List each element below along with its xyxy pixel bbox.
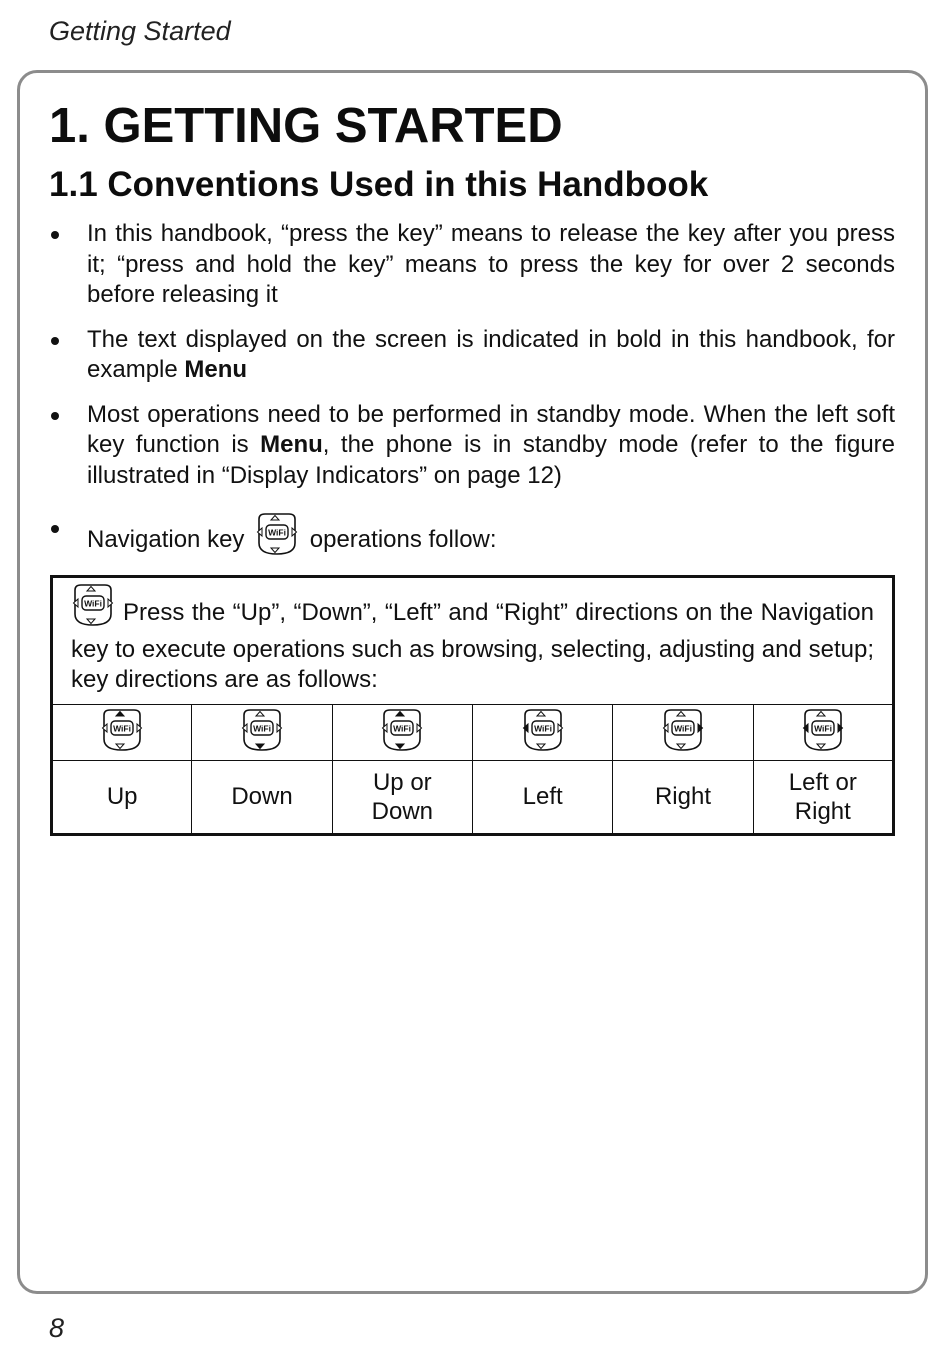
direction-icon-cell — [613, 704, 753, 760]
navigation-key-up-down-icon — [380, 723, 424, 755]
direction-icon-cell — [332, 704, 472, 760]
bold-term: Menu — [260, 431, 323, 458]
list-item — [49, 219, 895, 311]
direction-label-cell — [52, 760, 192, 834]
navigation-key-description: Press the “Up”, “Down”, “Left” and “Right” directions on the Navigation key to execute operations such as browsing, selecting, adjusting and setup; key directions are as follows: — [71, 599, 874, 693]
bullet-icon — [51, 412, 59, 420]
direction-icon-cell — [192, 704, 332, 760]
direction-label: Right — [794, 797, 851, 825]
navigation-key-icon — [71, 584, 115, 635]
wifi-label: WiFi — [253, 723, 271, 733]
navigation-key-right-icon — [661, 723, 705, 755]
direction-label: Left or — [788, 768, 857, 796]
bullet-text: Most operations need to be performed in standby mode. When the left soft key function is — [87, 400, 895, 458]
bold-term: Menu — [184, 356, 248, 383]
list-item — [49, 513, 895, 564]
list-item — [49, 400, 895, 492]
wifi-label: WiFi — [113, 723, 132, 733]
bullet-text: , the phone is in standby mode (refer to the figure illustrated in “Display Indicators” on page 12) — [87, 431, 896, 489]
page-content — [49, 95, 895, 578]
wifi-label: WiFi — [268, 527, 287, 538]
navigation-key-left-icon — [521, 723, 565, 755]
bullet-text: In this handbook, “press the key” means to release the key after you press it; “press and hold the key” means to press the key for over 2 seconds before releasing it — [87, 220, 895, 308]
page-number: 8 — [49, 1313, 65, 1343]
navigation-key-icon — [255, 513, 299, 564]
bullet-text: Navigation key — [87, 526, 245, 553]
navigation-key-left-right-icon — [801, 723, 845, 755]
chapter-title: 1. GETTING STARTED — [49, 99, 563, 153]
wifi-label: WiFi — [813, 723, 832, 733]
direction-label-row — [52, 760, 894, 834]
direction-label: Up — [106, 783, 138, 810]
direction-icon-cell — [52, 704, 192, 760]
direction-icon-cell — [753, 704, 893, 760]
section-title: 1.1 Conventions Used in this Handbook — [49, 165, 709, 204]
wifi-label: WiFi — [393, 723, 412, 733]
navigation-key-table — [50, 575, 895, 836]
wifi-label: WiFi — [84, 598, 102, 609]
direction-label-cell — [472, 760, 612, 834]
direction-label-cell — [753, 760, 893, 834]
direction-label: Left — [522, 783, 563, 810]
bullet-icon — [51, 337, 59, 345]
bullet-text: operations follow: — [309, 526, 497, 553]
direction-icon-cell — [472, 704, 612, 760]
direction-label: Down — [231, 783, 293, 810]
bullet-icon — [51, 525, 59, 533]
running-header: Getting Started — [49, 16, 231, 46]
direction-label-cell — [192, 760, 332, 834]
conventions-list — [49, 219, 895, 564]
wifi-label: WiFi — [533, 723, 552, 733]
navigation-key-up-icon — [100, 723, 144, 755]
list-item — [49, 325, 895, 386]
direction-label: Down — [371, 797, 433, 825]
bullet-text: The text displayed on the screen is indicated in bold in this handbook, for example — [87, 325, 895, 383]
direction-icon-row — [52, 704, 894, 760]
direction-label-cell — [332, 760, 472, 834]
direction-label: Right — [654, 783, 711, 810]
direction-label-cell — [613, 760, 753, 834]
navigation-key-description-cell — [52, 577, 894, 705]
direction-label: Up or — [372, 768, 432, 796]
navigation-key-down-icon — [240, 723, 284, 755]
wifi-label: WiFi — [674, 723, 692, 733]
bullet-icon — [51, 231, 59, 239]
